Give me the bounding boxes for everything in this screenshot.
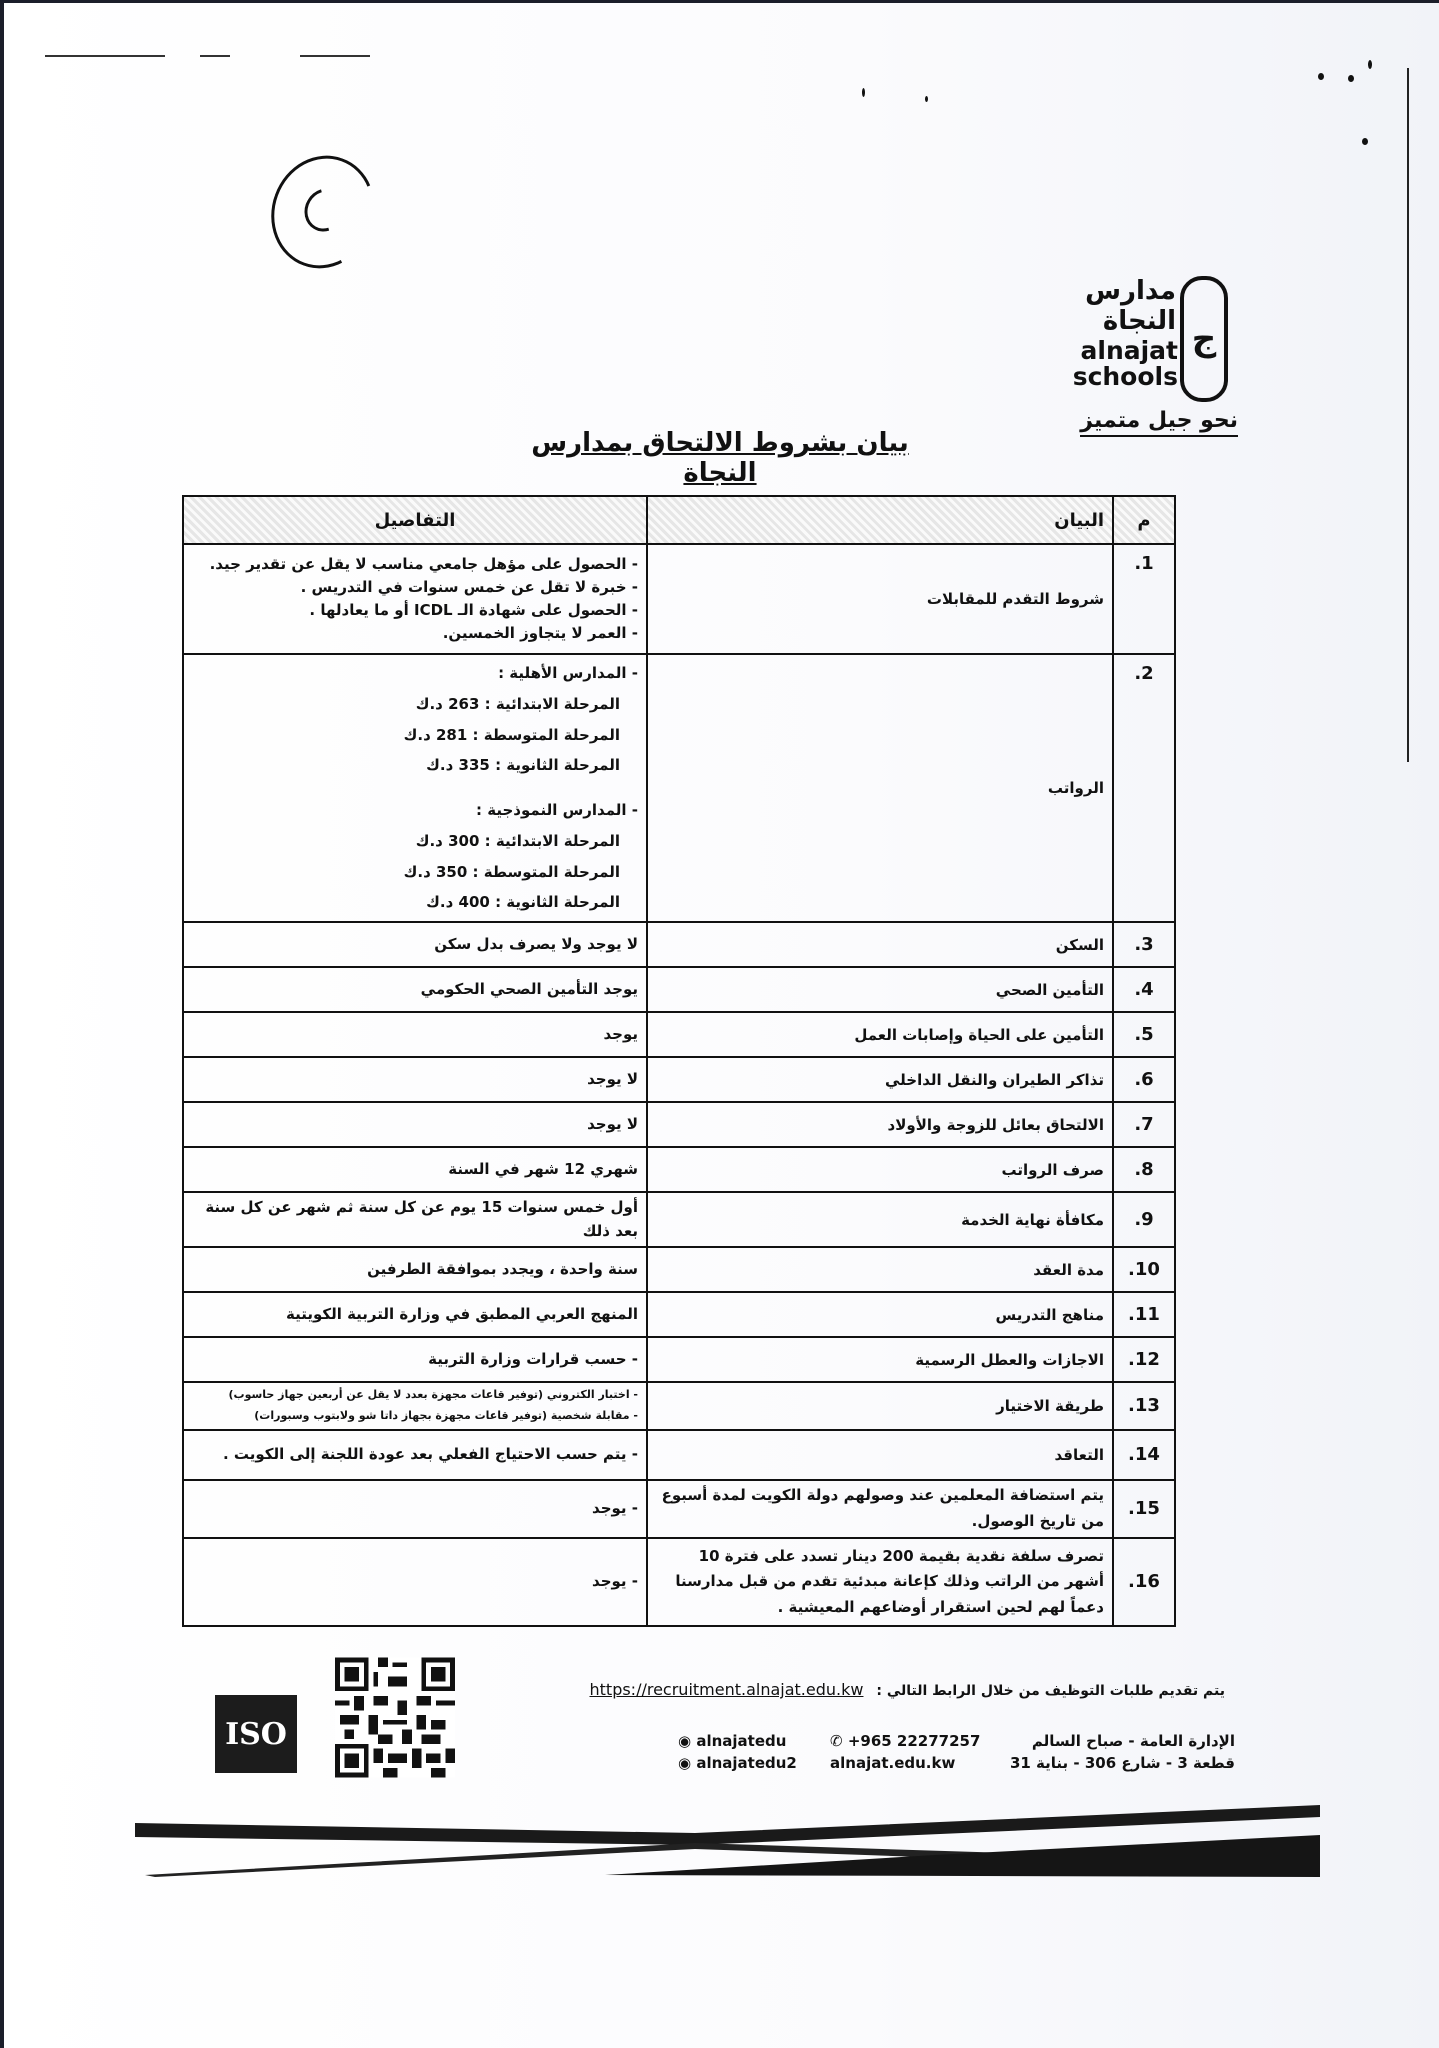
table-row <box>183 1247 1175 1292</box>
row-item: تذاكر الطيران والنقل الداخلي <box>647 1057 1113 1102</box>
detail-line: - المدارس النموذجية : <box>476 801 638 819</box>
row-details <box>183 1102 647 1147</box>
row-item: الالتحاق بعائل للزوجة والأولاد <box>647 1102 1113 1147</box>
logo-english-line2: schools <box>1072 362 1178 391</box>
detail-line: لا يوجد <box>587 1069 638 1088</box>
address-block <box>975 1730 1235 1774</box>
row-details <box>183 1012 647 1057</box>
website-text: alnajat.edu.kw <box>830 1754 956 1772</box>
table-row <box>183 922 1175 967</box>
table-row <box>183 967 1175 1012</box>
logo-slogan: نحو جيل متميز <box>1080 408 1238 437</box>
row-number: 11. <box>1113 1292 1175 1337</box>
row-details <box>183 1057 647 1102</box>
detail-line: المرحلة الابتدائية : 300 د.ك <box>415 831 620 850</box>
column-header-item: البيان <box>647 496 1113 544</box>
row-item: التأمين على الحياة وإصابات العمل <box>647 1012 1113 1057</box>
row-number: 5. <box>1113 1012 1175 1057</box>
scan-edge-top <box>0 0 1439 3</box>
row-details <box>183 654 647 922</box>
detail-line: لا يوجد <box>587 1114 638 1133</box>
table-row <box>183 654 1175 922</box>
table-row <box>183 544 1175 654</box>
row-details <box>183 544 647 654</box>
instagram-icon: ◉ <box>678 1732 692 1750</box>
detail-line: - الحصول على شهادة الـ ICDL أو ما يعادلها . <box>309 601 638 619</box>
row-details <box>183 1147 647 1192</box>
row-number: 7. <box>1113 1102 1175 1147</box>
table-row <box>183 1192 1175 1247</box>
row-details <box>183 1430 647 1480</box>
row-number: 9. <box>1113 1192 1175 1247</box>
scan-edge-left <box>0 0 4 2048</box>
row-details <box>183 967 647 1012</box>
row-item: السكن <box>647 922 1113 967</box>
row-number: 2. <box>1113 654 1175 922</box>
recruitment-link[interactable]: https://recruitment.alnajat.edu.kw <box>589 1680 864 1699</box>
apply-text: يتم تقديم طلبات التوظيف من خلال الرابط التالي : <box>876 1683 1225 1699</box>
detail-line: - الحصول على مؤهل جامعي مناسب لا يقل عن تقدير جيد. <box>209 554 638 573</box>
social-block <box>678 1730 797 1774</box>
row-details <box>183 1247 647 1292</box>
row-item: الرواتب <box>647 654 1113 922</box>
detail-line: المرحلة الابتدائية : 263 د.ك <box>415 694 620 713</box>
phone-number: +965 22277257 <box>847 1732 981 1750</box>
detail-line: - العمر لا يتجاوز الخمسين. <box>442 624 638 643</box>
detail-line: يوجد <box>603 1024 638 1043</box>
row-details <box>183 1292 647 1337</box>
row-number: 1. <box>1113 544 1175 654</box>
detail-line: شهري 12 شهر في السنة <box>448 1159 638 1178</box>
row-details <box>183 922 647 967</box>
detail-line: - حسب قرارات وزارة التربية <box>428 1349 638 1368</box>
table-row <box>183 1012 1175 1057</box>
row-item: يتم استضافة المعلمين عند وصولهم دولة الكويت لمدة أسبوع من تاريخ الوصول. <box>647 1480 1113 1538</box>
row-item: مناهج التدريس <box>647 1292 1113 1337</box>
address-line2: قطعة 3 - شارع 306 - بناية 31 <box>1009 1754 1235 1772</box>
column-header-details: التفاصيل <box>183 496 647 544</box>
table-header-row <box>183 496 1175 544</box>
row-number: 4. <box>1113 967 1175 1012</box>
row-number: 3. <box>1113 922 1175 967</box>
detail-line: - يتم حسب الاحتياج الفعلي بعد عودة اللجنة إلى الكويت . <box>222 1445 638 1464</box>
table-row <box>183 1147 1175 1192</box>
row-details <box>183 1192 647 1247</box>
row-item: تصرف سلفة نقدية بقيمة 200 دينار تسدد على فترة 10 أشهر من الراتب وذلك كإعانة مبدئية تقدم من قبل مدارسنا دعماً لهم لحين استقرار أوضاعهم المعيشية . <box>647 1538 1113 1626</box>
row-details <box>183 1538 647 1626</box>
social-handle-1: alnajatedu <box>696 1732 787 1750</box>
social-handle-2: alnajatedu2 <box>696 1754 797 1772</box>
logo-arabic-line2: النجاة <box>1102 306 1176 336</box>
row-item: شروط التقدم للمقابلات <box>647 544 1113 654</box>
detail-line: المرحلة الثانوية : 400 د.ك <box>426 893 620 912</box>
footer-decorative-band <box>135 1805 1320 1890</box>
iso-logo: ISO <box>215 1695 297 1773</box>
row-number: 6. <box>1113 1057 1175 1102</box>
detail-line: لا يوجد ولا يصرف بدل سكن <box>434 934 638 953</box>
detail-line: - المدارس الأهلية : <box>498 664 638 682</box>
row-number: 12. <box>1113 1337 1175 1382</box>
row-number: 16. <box>1113 1538 1175 1626</box>
instagram-icon: ◉ <box>678 1754 692 1772</box>
detail-line: المرحلة المتوسطة : 281 د.ك <box>403 725 620 744</box>
document-title: بيان بشروط الالتحاق بمدارس النجاة <box>531 428 909 488</box>
table-row <box>183 1057 1175 1102</box>
row-item: الاجازات والعطل الرسمية <box>647 1337 1113 1382</box>
table-row <box>183 1102 1175 1147</box>
row-details <box>183 1337 647 1382</box>
logo-english-line1: alnajat <box>1080 336 1178 365</box>
row-details <box>183 1480 647 1538</box>
table-row <box>183 1292 1175 1337</box>
row-details <box>183 1382 647 1430</box>
apply-instructions <box>505 1680 1225 1699</box>
conditions-table <box>182 495 1176 1627</box>
detail-line: المنهج العربي المطبق في وزارة التربية الكويتية <box>285 1304 638 1323</box>
row-item: مدة العقد <box>647 1247 1113 1292</box>
detail-line: - خبرة لا تقل عن خمس سنوات في التدريس . <box>300 577 638 596</box>
detail-line: - اختبار الكتروني (توفير قاعات مجهزة بعدد لا يقل عن أربعين جهاز حاسوب) <box>228 1388 638 1401</box>
detail-line: - يوجد <box>592 1499 638 1518</box>
table-row <box>183 1480 1175 1538</box>
row-item: التأمين الصحي <box>647 967 1113 1012</box>
detail-line: - يوجد <box>592 1572 638 1591</box>
row-number: 14. <box>1113 1430 1175 1480</box>
detail-line: يوجد التأمين الصحي الحكومي <box>420 979 638 998</box>
row-item: التعاقد <box>647 1430 1113 1480</box>
detail-line: المرحلة الثانوية : 335 د.ك <box>426 756 620 775</box>
alnajat-logo <box>1060 268 1240 438</box>
row-number: 10. <box>1113 1247 1175 1292</box>
detail-line: المرحلة المتوسطة : 350 د.ك <box>403 862 620 881</box>
table-row <box>183 1538 1175 1626</box>
column-header-number: م <box>1113 496 1175 544</box>
logo-emblem-icon: ج <box>1180 276 1228 402</box>
row-item: مكافأة نهاية الخدمة <box>647 1192 1113 1247</box>
table-row <box>183 1337 1175 1382</box>
row-number: 15. <box>1113 1480 1175 1538</box>
row-item: طريقة الاختيار <box>647 1382 1113 1430</box>
table-row <box>183 1382 1175 1430</box>
phone-block <box>830 1730 980 1774</box>
detail-line: سنة واحدة ، ويجدد بموافقة الطرفين <box>367 1259 638 1278</box>
logo-arabic-line1: مدارس <box>1085 276 1176 306</box>
detail-line: - مقابلة شخصية (توفير قاعات مجهزة بجهاز داتا شو ولابتوب وسبورات) <box>254 1408 638 1422</box>
row-number: 13. <box>1113 1382 1175 1430</box>
margin-line <box>1407 68 1409 762</box>
detail-line: أول خمس سنوات 15 يوم عن كل سنة ثم شهر عن كل سنة بعد ذلك <box>205 1198 638 1240</box>
whatsapp-phone-icon: ✆ <box>830 1732 843 1750</box>
row-item: صرف الرواتب <box>647 1147 1113 1192</box>
qr-code-icon <box>335 1655 455 1780</box>
row-number: 8. <box>1113 1147 1175 1192</box>
table-row <box>183 1430 1175 1480</box>
address-line1: الإدارة العامة - صباح السالم <box>1031 1732 1235 1750</box>
